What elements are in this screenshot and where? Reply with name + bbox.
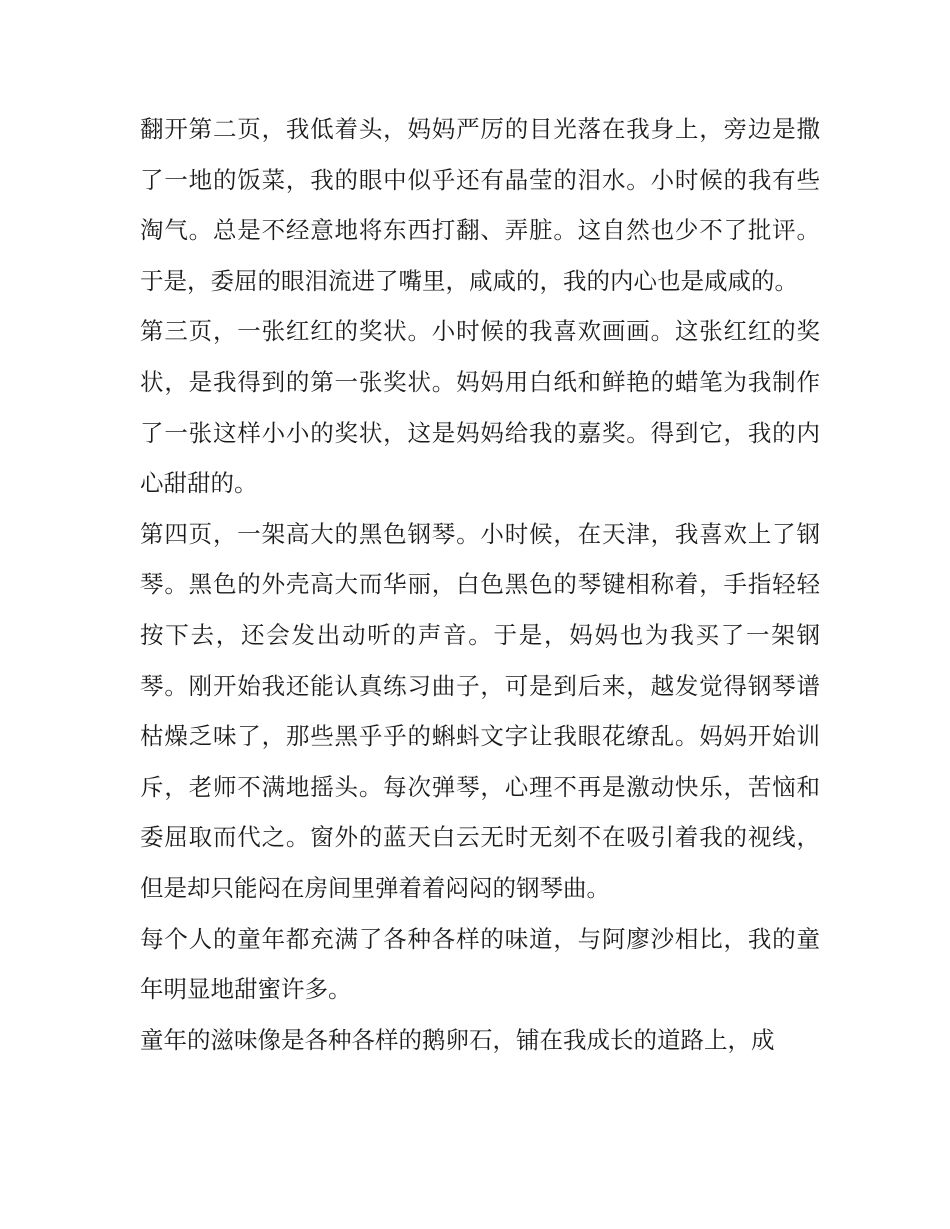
paragraph-pebbles: 童年的滋味像是各种各样的鹅卵石，铺在我成长的道路上，成 <box>140 1025 775 1054</box>
paragraph-page-four: 第四页，一架高大的黑色钢琴。小时候，在天津，我喜欢上了钢琴。黑色的外壳高大而华丽，白色黑色的琴键相称着，手指轻轻按下去，还会发出动听的声音。于是，妈妈也为我买了一架钢琴。刚开始我还能认真练习曲子，可是到后来，越发觉得钢琴谱枯燥乏味了，那些黑乎乎的蝌蚪文字让我眼花缭乱。妈妈开始训斥，老师不满地摇头。每次弹琴，心理不再是激动快乐，苦恼和委屈取而代之。窗外的蓝天白云无时无刻不在吸引着我的视线，但是却只能闷在房间里弹着着闷闷的钢琴曲。 <box>140 519 820 902</box>
document-body <box>140 104 820 1065</box>
paragraph-page-three: 第三页，一张红红的奖状。小时候的我喜欢画画。这张红红的奖状，是我得到的第一张奖状。妈妈用白纸和鲜艳的蜡笔为我制作了一张这样小小的奖状，这是妈妈给我的嘉奖。得到它，我的内心甜甜的。 <box>140 317 820 498</box>
paragraph-childhood-flavors: 每个人的童年都充满了各种各样的味道，与阿廖沙相比，我的童年明显地甜蜜许多。 <box>140 924 820 1004</box>
paragraph-page-two: 翻开第二页，我低着头，妈妈严厉的目光落在我身上，旁边是撒了一地的饭菜，我的眼中似乎还有晶莹的泪水。小时候的我有些淘气。总是不经意地将东西打翻、弄脏。这自然也少不了批评。于是，委屈的眼泪流进了嘴里，咸咸的，我的内心也是咸咸的。 <box>140 115 820 295</box>
